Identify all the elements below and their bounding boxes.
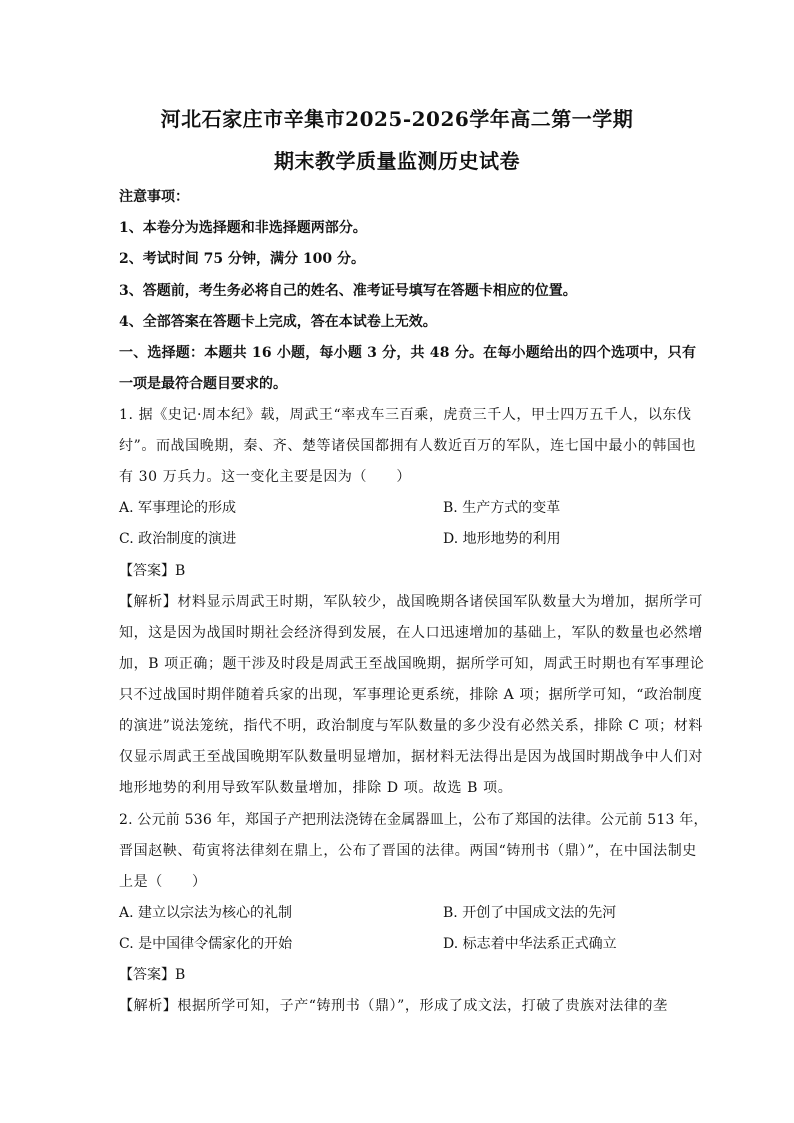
- q1-analysis-line4: 只不过战国时期伴随着兵家的出现，军事理论更系统，排除 A 项；据所学可知，“政治制度: [119, 687, 703, 703]
- q1-option-d: D. 地形地势的利用: [443, 531, 561, 547]
- q2-option-c: C. 是中国律令儒家化的开始: [119, 936, 293, 952]
- q2-option-d: D. 标志着中华法系正式确立: [443, 936, 617, 952]
- q1-analysis-line3: 加，B 项正确；题干涉及时段是周武王至战国晚期，据所学可知，周武王时期也有军事理论: [119, 656, 705, 672]
- exam-title-line1: 河北石家庄市辛集市2025-2026学年高二第一学期: [160, 107, 634, 131]
- q1-stem-line1: 1. 据《史记·周本纪》载，周武王“率戎车三百乘，虎贲三千人，甲士四万五千人，以东伐: [119, 407, 692, 423]
- q1-option-a: A. 军事理论的形成: [119, 500, 237, 516]
- q1-stem-line3: 有 30 万兵力。这一变化主要是因为（ ）: [119, 469, 411, 485]
- q2-option-a: A. 建立以宗法为核心的礼制: [119, 905, 293, 921]
- q1-analysis-line6: 仅显示周武王至战国晚期军队数量明显增加，据材料无法得出是因为战国时期战争中人们对: [119, 749, 703, 765]
- q1-option-c: C. 政治制度的演进: [119, 531, 237, 547]
- q1-option-b: B. 生产方式的变革: [443, 500, 561, 516]
- q2-stem-line1: 2. 公元前 536 年，郑国子产把刑法浇铸在金属器皿上，公布了郑国的法律。公元前 513 年，: [119, 812, 708, 828]
- note-item-4: 4、全部答案在答题卡上完成，答在本试卷上无效。: [119, 314, 437, 330]
- q2-answer: 【答案】B: [119, 967, 186, 983]
- q2-analysis-line1: 【解析】根据所学可知，子产“铸刑书（鼎）”，形成了成文法，打破了贵族对法律的垄: [119, 998, 668, 1014]
- q1-analysis-line5: 的演进”说法笼统，指代不明，政治制度与军队数量的多少没有必然关系，排除 C 项；材料: [119, 718, 703, 734]
- section-heading-line2: 一项是最符合题目要求的。: [119, 376, 287, 392]
- q1-answer: 【答案】B: [119, 563, 186, 579]
- notes-heading: 注意事项：: [119, 189, 189, 205]
- section-heading-line1: 一、选择题：本题共 16 小题，每小题 3 分，共 48 分。在每小题给出的四个选项中，只有: [119, 345, 697, 361]
- q1-analysis-line7: 地形地势的利用导致军队数量增加，排除 D 项。故选 B 项。: [119, 780, 513, 796]
- q2-stem-line2: 晋国赵鞅、荀寅将法律刻在鼎上，公布了晋国的法律。两国“铸刑书（鼎）”，在中国法制史: [119, 843, 697, 859]
- exam-title-line2: 期末教学质量监测历史试卷: [274, 149, 520, 173]
- note-item-2: 2、考试时间 75 分钟，满分 100 分。: [119, 251, 365, 267]
- q1-stem-line2: 纣”。而战国晚期，秦、齐、楚等诸侯国都拥有人数近百万的军队，连七国中最小的韩国也: [119, 438, 697, 454]
- q1-analysis-line1: 【解析】材料显示周武王时期，军队较少，战国晚期各诸侯国军队数量大为增加，据所学可: [119, 594, 703, 610]
- note-item-3: 3、答题前，考生务必将自己的姓名、准考证号填写在答题卡相应的位置。: [119, 283, 577, 299]
- q2-option-b: B. 开创了中国成文法的先河: [443, 905, 617, 921]
- q1-analysis-line2: 知，这是因为战国时期社会经济得到发展，在人口迅速增加的基础上，军队的数量也必然增: [119, 625, 703, 641]
- note-item-1: 1、本卷分为选择题和非选择题两部分。: [119, 220, 367, 236]
- q2-stem-line3: 上是（ ）: [119, 874, 207, 890]
